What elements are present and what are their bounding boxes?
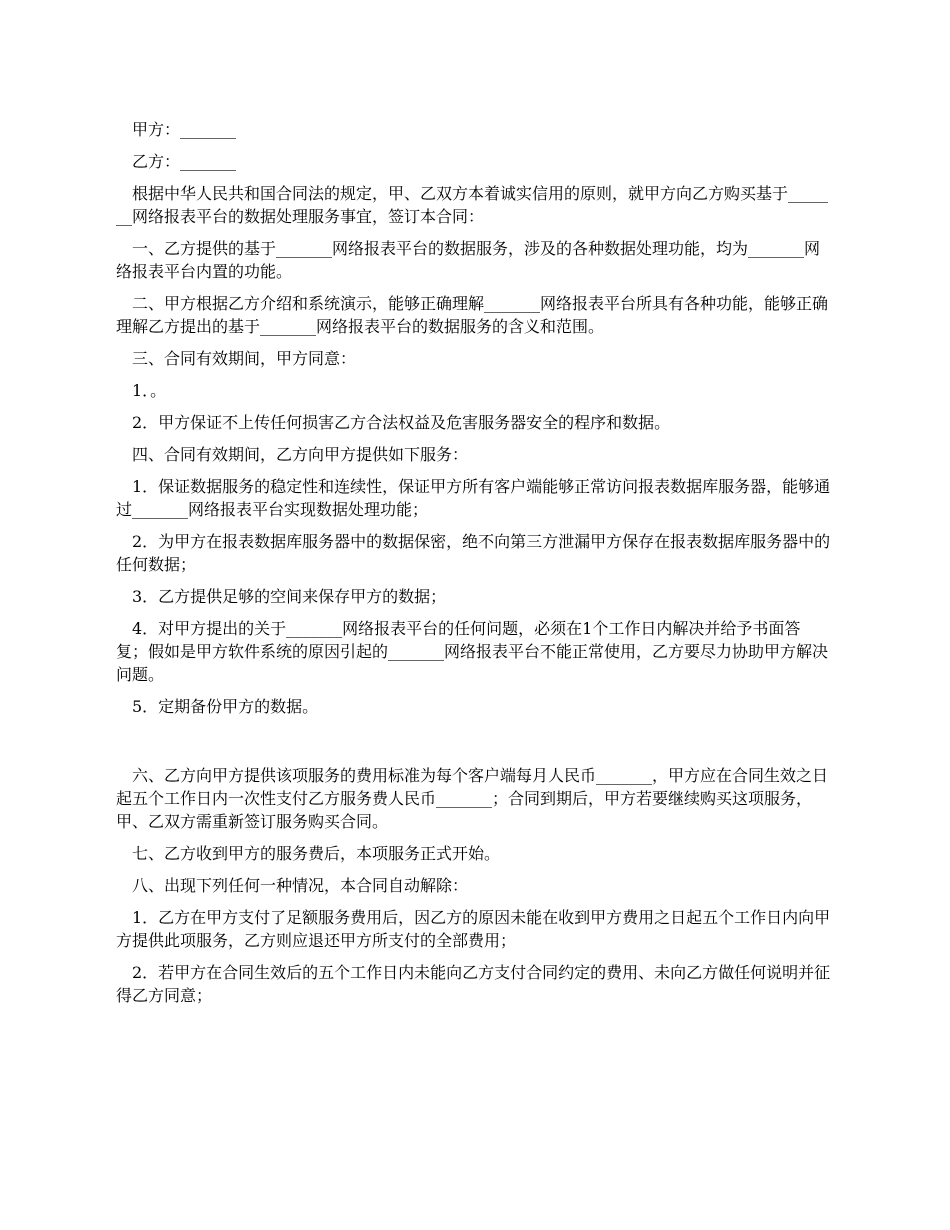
clause-4-item-4: 4．对甲方提出的关于_______网络报表平台的任何问题，必须在1个工作日内解决并给予书面答复；假如是甲方软件系统的原因引起的_______网络报表平台不能正常使用，乙方要尽力协助甲方解决问题。 — [116, 619, 829, 684]
clause-8-item-2: 2．若甲方在合同生效后的五个工作日内未能向乙方支付合同约定的费用、未向乙方做任何说明并征得乙方同意； — [116, 963, 831, 1005]
clause-1: 一、乙方提供的基于_______网络报表平台的数据服务，涉及的各种数据处理功能，均为_______网络报表平台内置的功能。 — [116, 239, 821, 281]
clause-3-heading: 三、合同有效期间，甲方同意： — [132, 349, 357, 368]
clause-4-item-2: 2．为甲方在报表数据库服务器中的数据保密，绝不向第三方泄漏甲方保存在报表数据库服务器中的任何数据； — [116, 532, 831, 574]
clause-8-item-1: 1．乙方在甲方支付了足额服务费用后，因乙方的原因未能在收到甲方费用之日起五个工作日内向甲方提供此项服务，乙方则应退还甲方所支付的全部费用； — [116, 908, 831, 950]
clause-6: 六、乙方向甲方提供该项服务的费用标准为每个客户端每月人民币_______，甲方应在合同生效之日起五个工作日内一次性支付乙方服务费人民币_______；合同到期后，甲方若要继续购买这项服务，甲、乙双方需重新签订服务购买合同。 — [116, 766, 829, 831]
clause-3-item-1: 1．。 — [132, 381, 167, 400]
clause-8-heading: 八、出现下列任何一种情况，本合同自动解除： — [132, 876, 469, 895]
clause-4-item-5: 5．定期备份甲方的数据。 — [132, 697, 319, 716]
document-page — [116, 118, 832, 1016]
clause-4-item-1: 1．保证数据服务的稳定性和连续性，保证甲方所有客户端能够正常访问报表数据库服务器，能够通过_______网络报表平台实现数据处理功能； — [116, 477, 831, 519]
clause-7: 七、乙方收到甲方的服务费后，本项服务正式开始。 — [132, 844, 501, 863]
clause-4-heading: 四、合同有效期间，乙方向甲方提供如下服务： — [132, 445, 469, 464]
clause-3-item-2: 2．甲方保证不上传任何损害乙方合法权益及危害服务器安全的程序和数据。 — [132, 413, 671, 432]
preamble-paragraph: 根据中华人民共和国合同法的规定，甲、乙双方本着诚实信用的原则，就甲方向乙方购买基于_______网络报表平台的数据处理服务事宜，签订本合同： — [116, 184, 829, 226]
section-gap — [116, 727, 832, 764]
clause-4-item-3: 3．乙方提供足够的空间来保存甲方的数据； — [132, 587, 447, 606]
party-a-line: 甲方：_______ — [132, 120, 237, 139]
clause-2: 二、甲方根据乙方介绍和系统演示，能够正确理解_______网络报表平台所具有各种功能，能够正确理解乙方提出的基于_______网络报表平台的数据服务的含义和范围。 — [116, 294, 829, 336]
party-b-line: 乙方：_______ — [132, 152, 237, 171]
